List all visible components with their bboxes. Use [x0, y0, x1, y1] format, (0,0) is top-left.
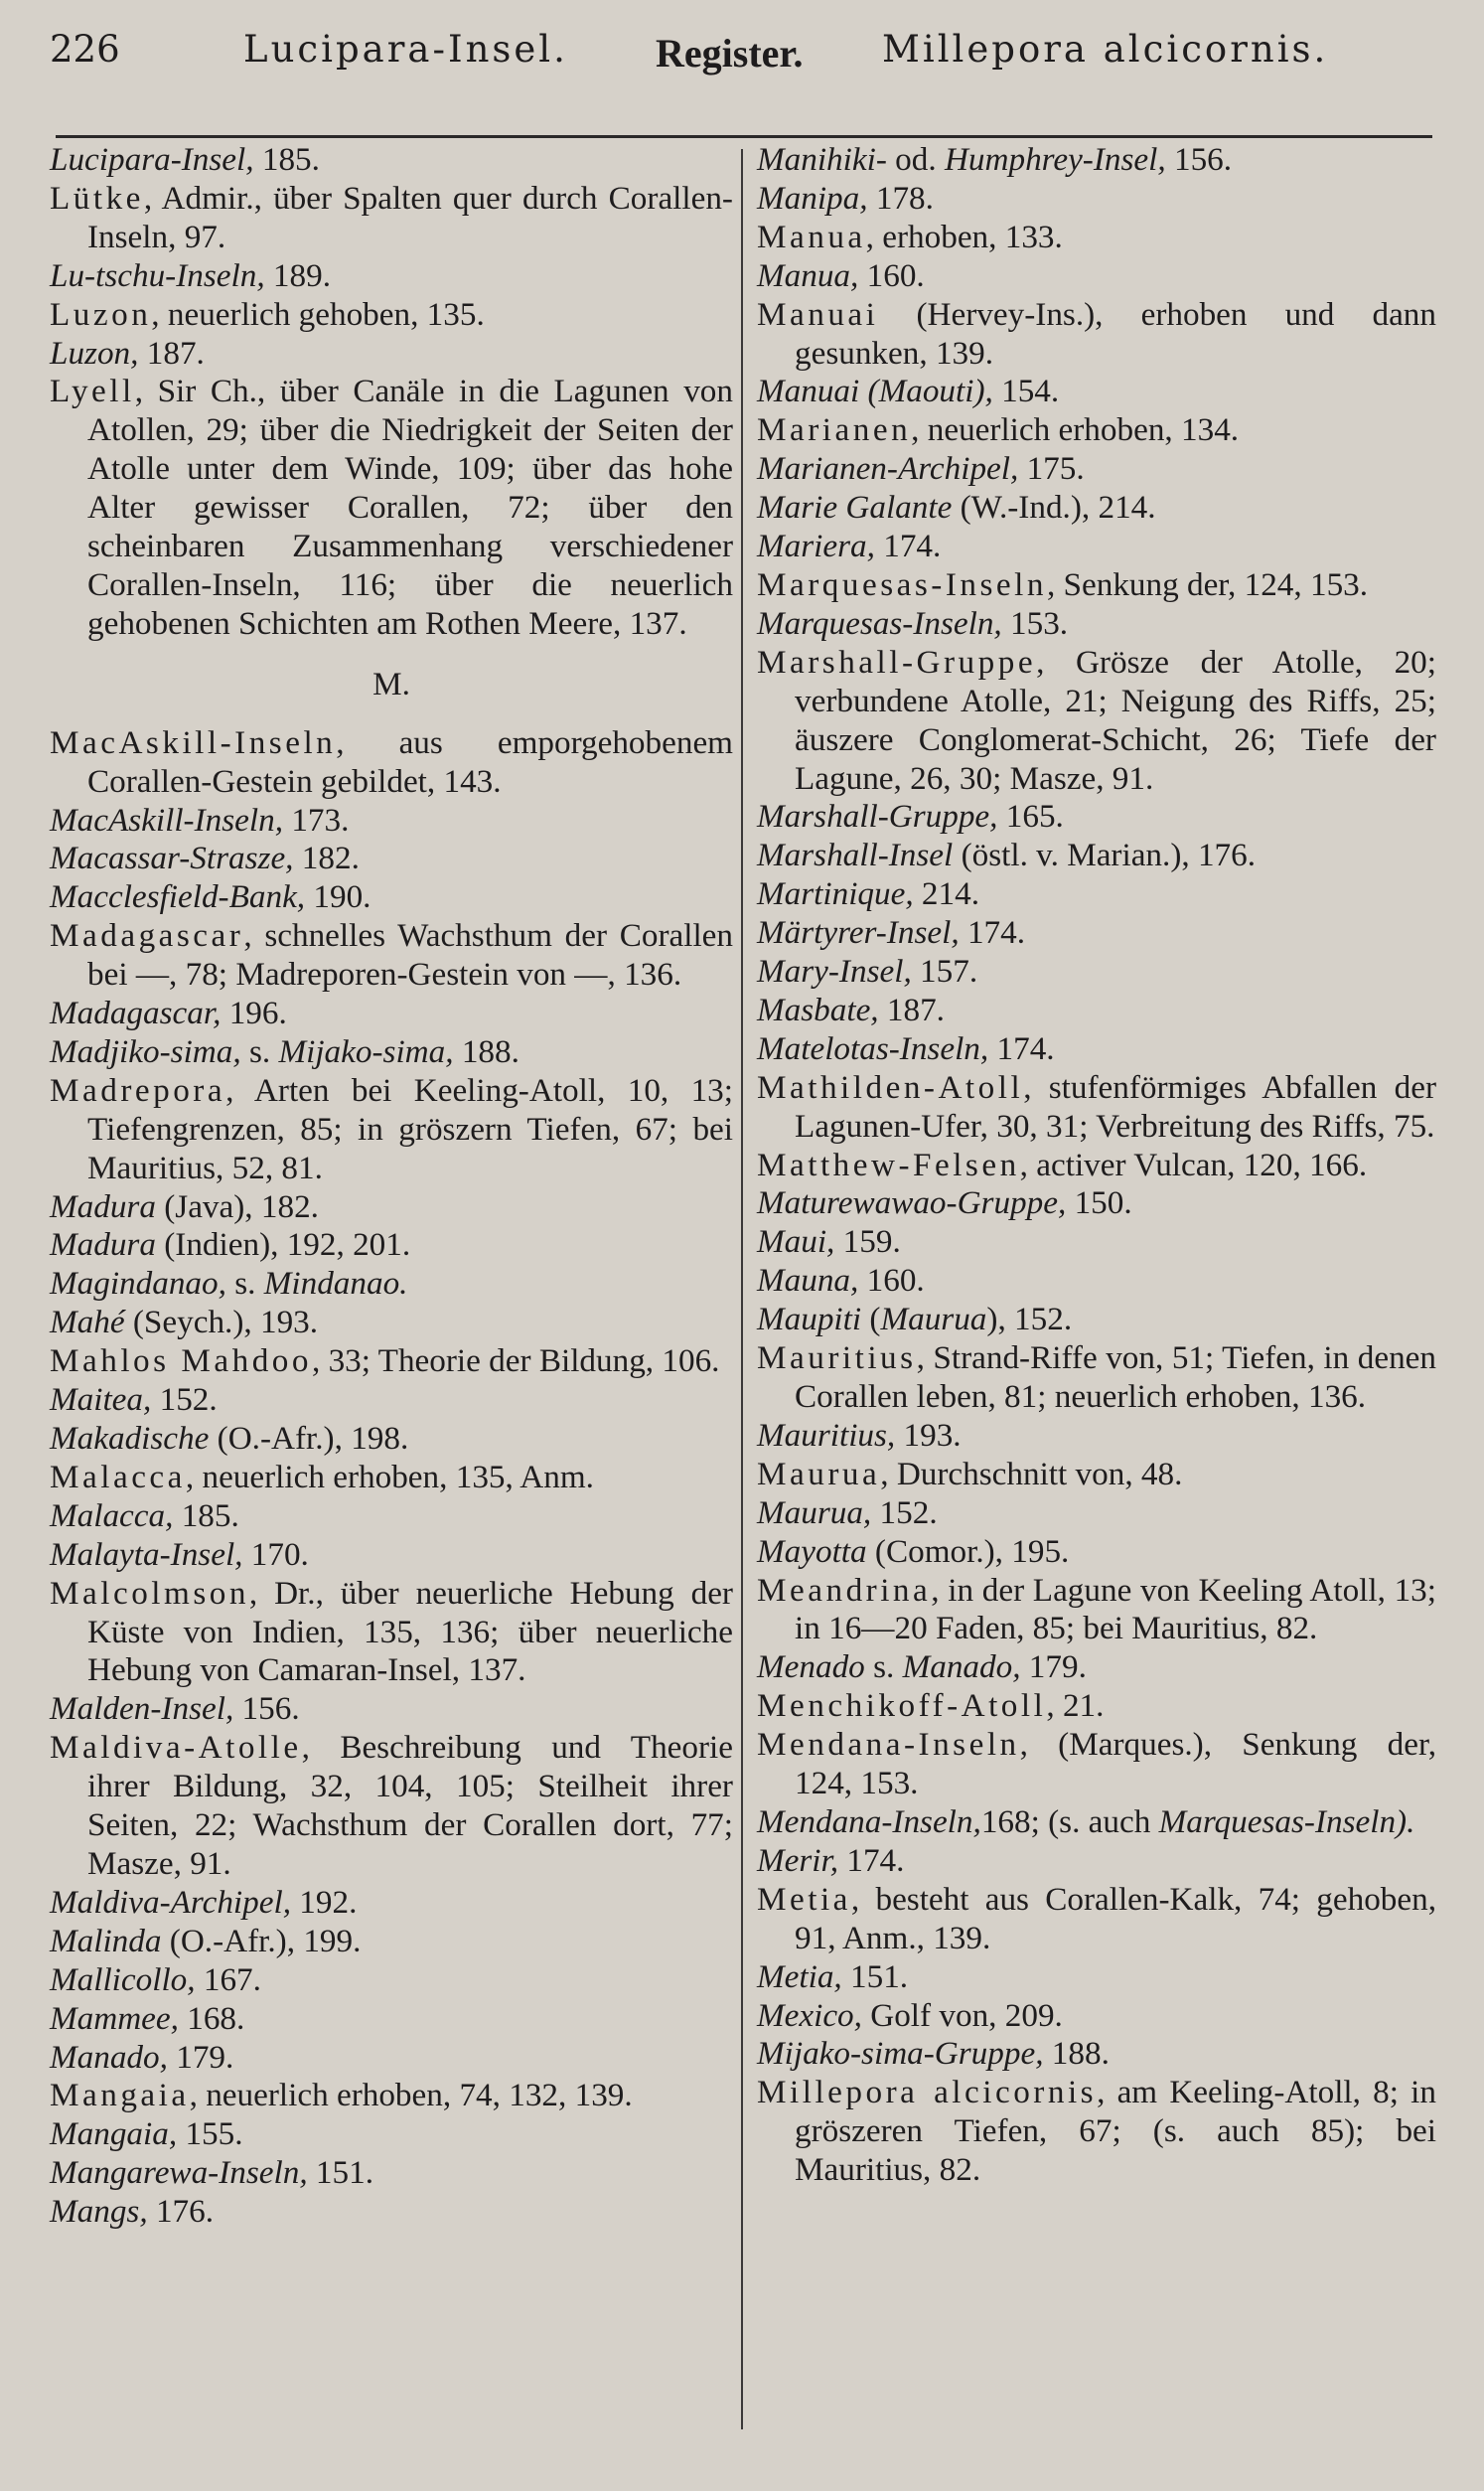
entry-term-spaced: Mauritius [757, 1339, 917, 1377]
entry-term-spaced: Maurua [757, 1455, 881, 1492]
index-entry [757, 1881, 1436, 1958]
index-entry [757, 1223, 1436, 1262]
index-entry [757, 1803, 1436, 1842]
entry-term-italic: Madura [50, 1187, 156, 1225]
entry-text: 179. [1020, 1648, 1087, 1686]
entry-text: s. [225, 1265, 264, 1303]
index-entry [757, 1262, 1436, 1301]
index-entry [50, 995, 733, 1033]
entry-term-italic: Maui, [757, 1223, 835, 1261]
entry-text: (W.-Ind.), 214. [952, 489, 1156, 527]
index-entry [50, 1342, 733, 1381]
entry-text: od. [886, 141, 945, 178]
entry-text: 189. [264, 256, 331, 294]
entry-text: 174. [988, 1029, 1055, 1067]
entry-term-italic: Maldiva-Archipel, [50, 1883, 291, 1921]
entry-term-spaced: Marquesas-Inseln [757, 565, 1047, 603]
index-entry [757, 1417, 1436, 1456]
index-entry [757, 180, 1436, 219]
entry-text: , aus emporgehobenem Corallen-Gestein gebildet, 143. [87, 723, 733, 800]
index-entry [757, 798, 1436, 837]
index-column-right [757, 141, 1436, 2190]
index-entry [50, 1381, 733, 1420]
entry-text: , neuerlich erhoben, 134. [911, 411, 1240, 449]
index-entry [757, 528, 1436, 566]
section-heading: M. [372, 665, 410, 702]
running-head-right: Millepora alcicornis. [882, 28, 1329, 71]
entry-term-italic: Madagascar, [50, 995, 222, 1032]
index-entry [757, 566, 1436, 605]
entry-text: s. [864, 1648, 903, 1686]
entry-text: 174. [838, 1841, 905, 1879]
entry-term-spaced: Luzon [50, 295, 152, 333]
entry-term-spaced: Menchikoff-Atoll [757, 1687, 1047, 1725]
entry-text: Golf von, 209. [861, 1996, 1063, 2034]
index-entry [757, 2074, 1436, 2190]
index-entry [50, 1226, 733, 1265]
index-entry [50, 2154, 733, 2193]
index-entry [50, 1884, 733, 1923]
index-entry [50, 1188, 733, 1227]
index-entry [757, 411, 1436, 450]
entry-text: 156. [233, 1690, 300, 1728]
entry-text: , Dr., über neuerliche Hebung der Küste von Indien, 135, 136; über neuerliche Hebung von Camaran-Insel, 137. [87, 1574, 733, 1689]
index-entry [50, 373, 733, 643]
entry-text: 188. [1043, 2035, 1110, 2073]
entry-text: (Seych.), 193. [124, 1304, 319, 1341]
index-entry [757, 1184, 1436, 1223]
index-entry [757, 875, 1436, 914]
entry-term-spaced: Madagascar [50, 917, 244, 955]
entry-term-spaced: Mahlos Mahdoo [50, 1342, 312, 1380]
entry-text: , Beschreibung und Theorie ihrer Bildung, 32, 104, 105; Steilheit ihrer Seiten, 22; Wachsthum der Corallen dort, 77; Masze, 91. [87, 1729, 733, 1882]
index-entry [757, 1069, 1436, 1147]
entry-text: , in der Lagune von Keeling Atoll, 13; in 16—20 Faden, 85; bei Mauritius, 82. [795, 1571, 1436, 1647]
entry-text: 178. [867, 179, 934, 217]
entry-text: 175. [1018, 450, 1085, 488]
index-entry [757, 1997, 1436, 2036]
entry-text: , besteht aus Corallen-Kalk, 74; gehoben, 91, Anm., 139. [795, 1880, 1436, 1956]
entry-text: , neuerlich erhoben, 135, Anm. [185, 1458, 594, 1495]
index-entry [50, 724, 733, 802]
entry-text: , activer Vulcan, 120, 166. [1019, 1146, 1368, 1183]
entry-term-spaced: MacAskill-Inseln [50, 723, 337, 761]
entry-term-spaced: Mangaia [50, 2077, 190, 2114]
entry-term-italic: Mary-Insel, [757, 953, 912, 991]
index-entry [757, 953, 1436, 992]
entry-term-italic: Manuai (Maouti), [757, 373, 993, 410]
entry-text: ( [861, 1301, 881, 1338]
entry-text: 152. [151, 1381, 218, 1419]
index-entry [50, 1033, 733, 1072]
entry-text: , Strand-Riffe von, 51; Tiefen, in denen Corallen leben, 81; neuerlich erhoben, 136. [795, 1339, 1436, 1415]
entry-text: , schnelles Wachsthum der Corallen bei —, 78; Madreporen-Gestein von —, 136. [87, 917, 733, 994]
index-entry [757, 1648, 1436, 1687]
entry-term-italic: Mammee, [50, 1999, 179, 2037]
entry-term-italic: Marshall-Gruppe, [757, 798, 998, 836]
entry-term-italic: Marquesas-Inseln, [757, 604, 1002, 642]
entry-term-spaced: Mathilden-Atoll [757, 1068, 1024, 1106]
page-number: 226 [50, 28, 120, 71]
entry-term-spaced: Maldiva-Atolle [50, 1729, 302, 1767]
entry-text: s. [240, 1032, 279, 1070]
entry-term-italic: Mauna, [757, 1262, 859, 1300]
entry-term-italic: Malacca, [50, 1496, 174, 1534]
entry-term-italic: Luzon, [50, 334, 139, 372]
entry-term-spaced: Manua [757, 218, 866, 255]
index-entry [757, 296, 1436, 374]
entry-term-italic: Mijako-sima-Gruppe, [757, 2035, 1044, 2073]
entry-term-italic: Mallicollo, [50, 1960, 196, 1998]
entry-term-italic: Maupiti [757, 1301, 862, 1338]
entry-term-italic: Humphrey-Insel, [944, 141, 1166, 178]
entry-term-spaced: Millepora alcicornis [757, 2074, 1098, 2111]
entry-term-italic: Lucipara-Insel, [50, 141, 254, 178]
entry-text: 174. [874, 528, 942, 565]
entry-term-italic: Magindanao, [50, 1265, 226, 1303]
entry-text: , erhoben, 133. [865, 218, 1063, 255]
index-entry [50, 878, 733, 917]
entry-text: (östl. v. Marian.), 176. [953, 837, 1257, 874]
index-entry [757, 1842, 1436, 1881]
entry-term-italic: Marshall-Insel [757, 837, 954, 874]
index-entry [757, 141, 1436, 180]
entry-text: , Sir Ch., über Canäle in die Lagunen von Atollen, 29; über die Niedrigkeit der Seiten der Atolle unter dem Winde, 109; über das hohe Alter gewisser Corallen, 72; über den scheinbaren Zusammenhang verschiedener Corallen-Inseln, 116; über die neuerlich gehobenen Schichten am Rothen Meere, 137. [87, 373, 733, 642]
index-entry [757, 914, 1436, 953]
entry-text: (Java), 182. [155, 1187, 319, 1225]
entry-term-spaced: Madrepora [50, 1071, 226, 1109]
entry-term-italic: Merir, [757, 1841, 839, 1879]
entry-text: 214. [913, 875, 979, 913]
header-rule [56, 135, 1432, 138]
entry-text: 170. [242, 1535, 309, 1573]
entry-text: 160. [858, 256, 925, 294]
index-entry [50, 840, 733, 878]
entry-term-italic: Marie Galante [757, 489, 953, 527]
entry-text: , am Keeling-Atoll, 8; in gröszeren Tiefen, 67; (s. auch 85); bei Mauritius, 82. [795, 2074, 1436, 2189]
index-entry [50, 1690, 733, 1729]
index-entry [757, 1030, 1436, 1069]
index-entry [757, 837, 1436, 875]
entry-text: 182. [293, 840, 360, 877]
index-entry [757, 1456, 1436, 1494]
entry-text: 154. [992, 373, 1060, 410]
entry-text: , neuerlich gehoben, 135. [151, 295, 485, 333]
entry-term-spaced: Marshall-Gruppe [757, 643, 1037, 681]
index-entry [50, 296, 733, 335]
entry-text: (Comor.), 195. [866, 1532, 1070, 1570]
entry-text: 151. [307, 2154, 373, 2192]
entry-term-italic: Malden-Insel, [50, 1690, 234, 1728]
entry-text: 185. [253, 141, 320, 178]
index-entry [50, 802, 733, 841]
entry-term-italic: Manua, [757, 256, 859, 294]
entry-term-italic: Macassar-Strasze, [50, 840, 294, 877]
index-entry [757, 1339, 1436, 1417]
entry-text: 150. [1066, 1184, 1132, 1222]
entry-text: (O.-Afr.), 199. [161, 1922, 362, 1959]
entry-text: ), 152. [986, 1301, 1073, 1338]
index-entry [50, 2077, 733, 2115]
entry-term-italic: Mauritius, [757, 1416, 896, 1454]
entry-term-italic: Mendana-Inseln, [757, 1802, 981, 1840]
index-entry [50, 1497, 733, 1536]
entry-text: 190. [305, 878, 371, 916]
index-entry [757, 1533, 1436, 1572]
index-entry [757, 644, 1436, 799]
entry-text: 185. [173, 1496, 239, 1534]
index-entry [50, 335, 733, 374]
entry-text: 157. [911, 953, 978, 991]
entry-term-italic: Mayotta [757, 1532, 867, 1570]
entry-term-italic: Madura [50, 1226, 156, 1264]
index-entry [757, 1958, 1436, 1997]
index-entry [757, 1494, 1436, 1533]
page-header [0, 0, 1484, 129]
entry-text: 168; (s. auch [980, 1802, 1159, 1840]
entry-text: , (Marques.), Senkung der, 124, 153. [795, 1726, 1436, 1802]
index-entry [50, 1265, 733, 1304]
entry-term-spaced: Malacca [50, 1458, 186, 1495]
entry-term-italic: Märtyrer-Insel, [757, 914, 960, 952]
entry-term-italic: Mindanao. [263, 1265, 408, 1303]
index-entry [50, 1729, 733, 1884]
index-entry [757, 1301, 1436, 1339]
index-entry [757, 2035, 1436, 2074]
index-entry [50, 141, 733, 180]
entry-term-spaced: Marianen [757, 411, 912, 449]
entry-text: 188. [453, 1032, 519, 1070]
entry-term-italic: Martinique, [757, 875, 914, 913]
index-entry [50, 2039, 733, 2078]
entry-text: 155. [177, 2115, 243, 2153]
entry-text: 187. [878, 991, 945, 1028]
entry-text: , stufenförmiges Abfallen der Lagunen-Ufer, 30, 31; Verbreitung des Riffs, 75. [795, 1068, 1436, 1145]
entry-term-italic: Matelotas-Inseln, [757, 1029, 989, 1067]
entry-term-italic: Manipa, [757, 179, 868, 217]
entry-text: 165. [997, 798, 1064, 836]
index-entry [757, 450, 1436, 489]
entry-text: 192. [291, 1883, 358, 1921]
entry-text: (O.-Afr.), 198. [209, 1420, 409, 1457]
entry-term-italic: Maturewawao-Gruppe, [757, 1184, 1067, 1222]
index-entry [757, 373, 1436, 411]
index-entry [757, 489, 1436, 528]
entry-term-italic: Mangarewa-Inseln, [50, 2154, 308, 2192]
entry-term-italic: Menado [757, 1648, 865, 1686]
running-head-center: Register. [656, 31, 804, 76]
index-entry [757, 257, 1436, 296]
index-entry [50, 2115, 733, 2154]
index-entry [50, 1459, 733, 1497]
entry-text: 156. [1165, 141, 1233, 178]
entry-term-spaced: Matthew-Felsen [757, 1146, 1020, 1183]
entry-text: 152. [871, 1493, 938, 1531]
entry-term-spaced: Lütke [50, 179, 144, 217]
index-entry [50, 257, 733, 296]
entry-text: 159. [834, 1223, 901, 1261]
entry-term-spaced: Meandrina [757, 1571, 932, 1609]
column-divider [741, 149, 743, 2429]
entry-text: , Durchschnitt von, 48. [880, 1455, 1183, 1492]
entry-term-italic: Maurua [880, 1301, 987, 1338]
entry-text: , 33; Theorie der Bildung, 106. [311, 1342, 720, 1380]
entry-text: (Hervey-Ins.), erhoben und dann gesunken, 139. [795, 295, 1436, 372]
index-column-left [50, 141, 733, 2232]
entry-text: , 21. [1046, 1687, 1105, 1725]
index-entry [757, 992, 1436, 1030]
running-head-left: Lucipara-Insel. [243, 28, 568, 71]
entry-term-italic: Makadische [50, 1420, 210, 1457]
index-entry [757, 1687, 1436, 1726]
entry-text: 196. [221, 995, 287, 1032]
index-entry [50, 1420, 733, 1459]
index-entry [50, 2000, 733, 2039]
entry-text: 160. [858, 1262, 925, 1300]
entry-term-italic: Mangs, [50, 2193, 148, 2231]
index-entry [757, 219, 1436, 257]
entry-text: 193. [895, 1416, 962, 1454]
index-entry [50, 1923, 733, 1961]
index-entry [757, 605, 1436, 644]
entry-text: , Grösze der Atolle, 20; verbundene Atolle, 21; Neigung des Riffs, 25; äuszere Conglomerat-Schicht, 26; Tiefe der Lagune, 26, 30; Masze, 91. [795, 643, 1436, 797]
entry-term-spaced: Malcolmson [50, 1574, 249, 1612]
entry-text: 167. [195, 1960, 261, 1998]
entry-term-italic: Mexico, [757, 1996, 862, 2034]
entry-text: , Admir., über Spalten quer durch Corallen-Inseln, 97. [87, 179, 733, 255]
entry-text: 153. [1001, 604, 1069, 642]
index-entry [50, 1575, 733, 1691]
index-entry [50, 180, 733, 257]
entry-term-spaced: Mendana-Inseln [757, 1726, 1020, 1764]
entry-text: 176. [147, 2193, 215, 2231]
index-entry [50, 1304, 733, 1342]
entry-term-italic: Malinda [50, 1922, 162, 1959]
entry-term-spaced: Lyell [50, 373, 135, 410]
entry-term-italic: Mangaia, [50, 2115, 178, 2153]
entry-term-italic: Marianen-Archipel, [757, 450, 1019, 488]
entry-term-spaced: Manuai [757, 295, 879, 333]
index-entry [50, 917, 733, 995]
index-entry [50, 1072, 733, 1188]
entry-term-italic: Macclesfield-Bank, [50, 878, 306, 916]
index-entry [50, 1536, 733, 1575]
index-entry [757, 1572, 1436, 1649]
entry-text: 179. [167, 2038, 234, 2076]
entry-text: 173. [283, 801, 350, 839]
entry-text: (Indien), 192, 201. [155, 1226, 411, 1264]
entry-term-italic: Masbate, [757, 991, 879, 1028]
entry-term-italic: Mariera, [757, 528, 875, 565]
index-entry [757, 1147, 1436, 1185]
entry-term-italic: MacAskill-Inseln, [50, 801, 284, 839]
entry-text: 174. [959, 914, 1026, 952]
index-entry [757, 1726, 1436, 1803]
entry-term-italic: Mahé [50, 1304, 125, 1341]
entry-term-italic: Malayta-Insel, [50, 1535, 243, 1573]
entry-term-italic: Madjiko-sima, [50, 1032, 241, 1070]
entry-term-italic: Mijako-sima, [278, 1032, 454, 1070]
entry-text: , Arten bei Keeling-Atoll, 10, 13; Tiefengrenzen, 85; in gröszern Tiefen, 67; bei Mauritius, 52, 81. [87, 1071, 733, 1186]
entry-text: 168. [178, 1999, 245, 2037]
entry-term-italic: Manihiki- [757, 141, 887, 178]
entry-term-italic: Manado, [50, 2038, 168, 2076]
entry-term-italic: Maurua, [757, 1493, 872, 1531]
index-entry [50, 2193, 733, 2232]
entry-text: 187. [138, 334, 205, 372]
entry-text: 151. [841, 1957, 909, 1995]
entry-term-italic: Maitea, [50, 1381, 152, 1419]
entry-text: , Senkung der, 124, 153. [1046, 565, 1369, 603]
entry-term-italic: Marquesas-Inseln). [1158, 1802, 1415, 1840]
entry-term-italic: Lu-tschu-Inseln, [50, 256, 265, 294]
index-entry [50, 1961, 733, 2000]
entry-term-spaced: Metia [757, 1880, 851, 1918]
entry-term-italic: Metia, [757, 1957, 842, 1995]
entry-term-italic: Manado, [902, 1648, 1021, 1686]
entry-text: , neuerlich erhoben, 74, 132, 139. [189, 2077, 633, 2114]
